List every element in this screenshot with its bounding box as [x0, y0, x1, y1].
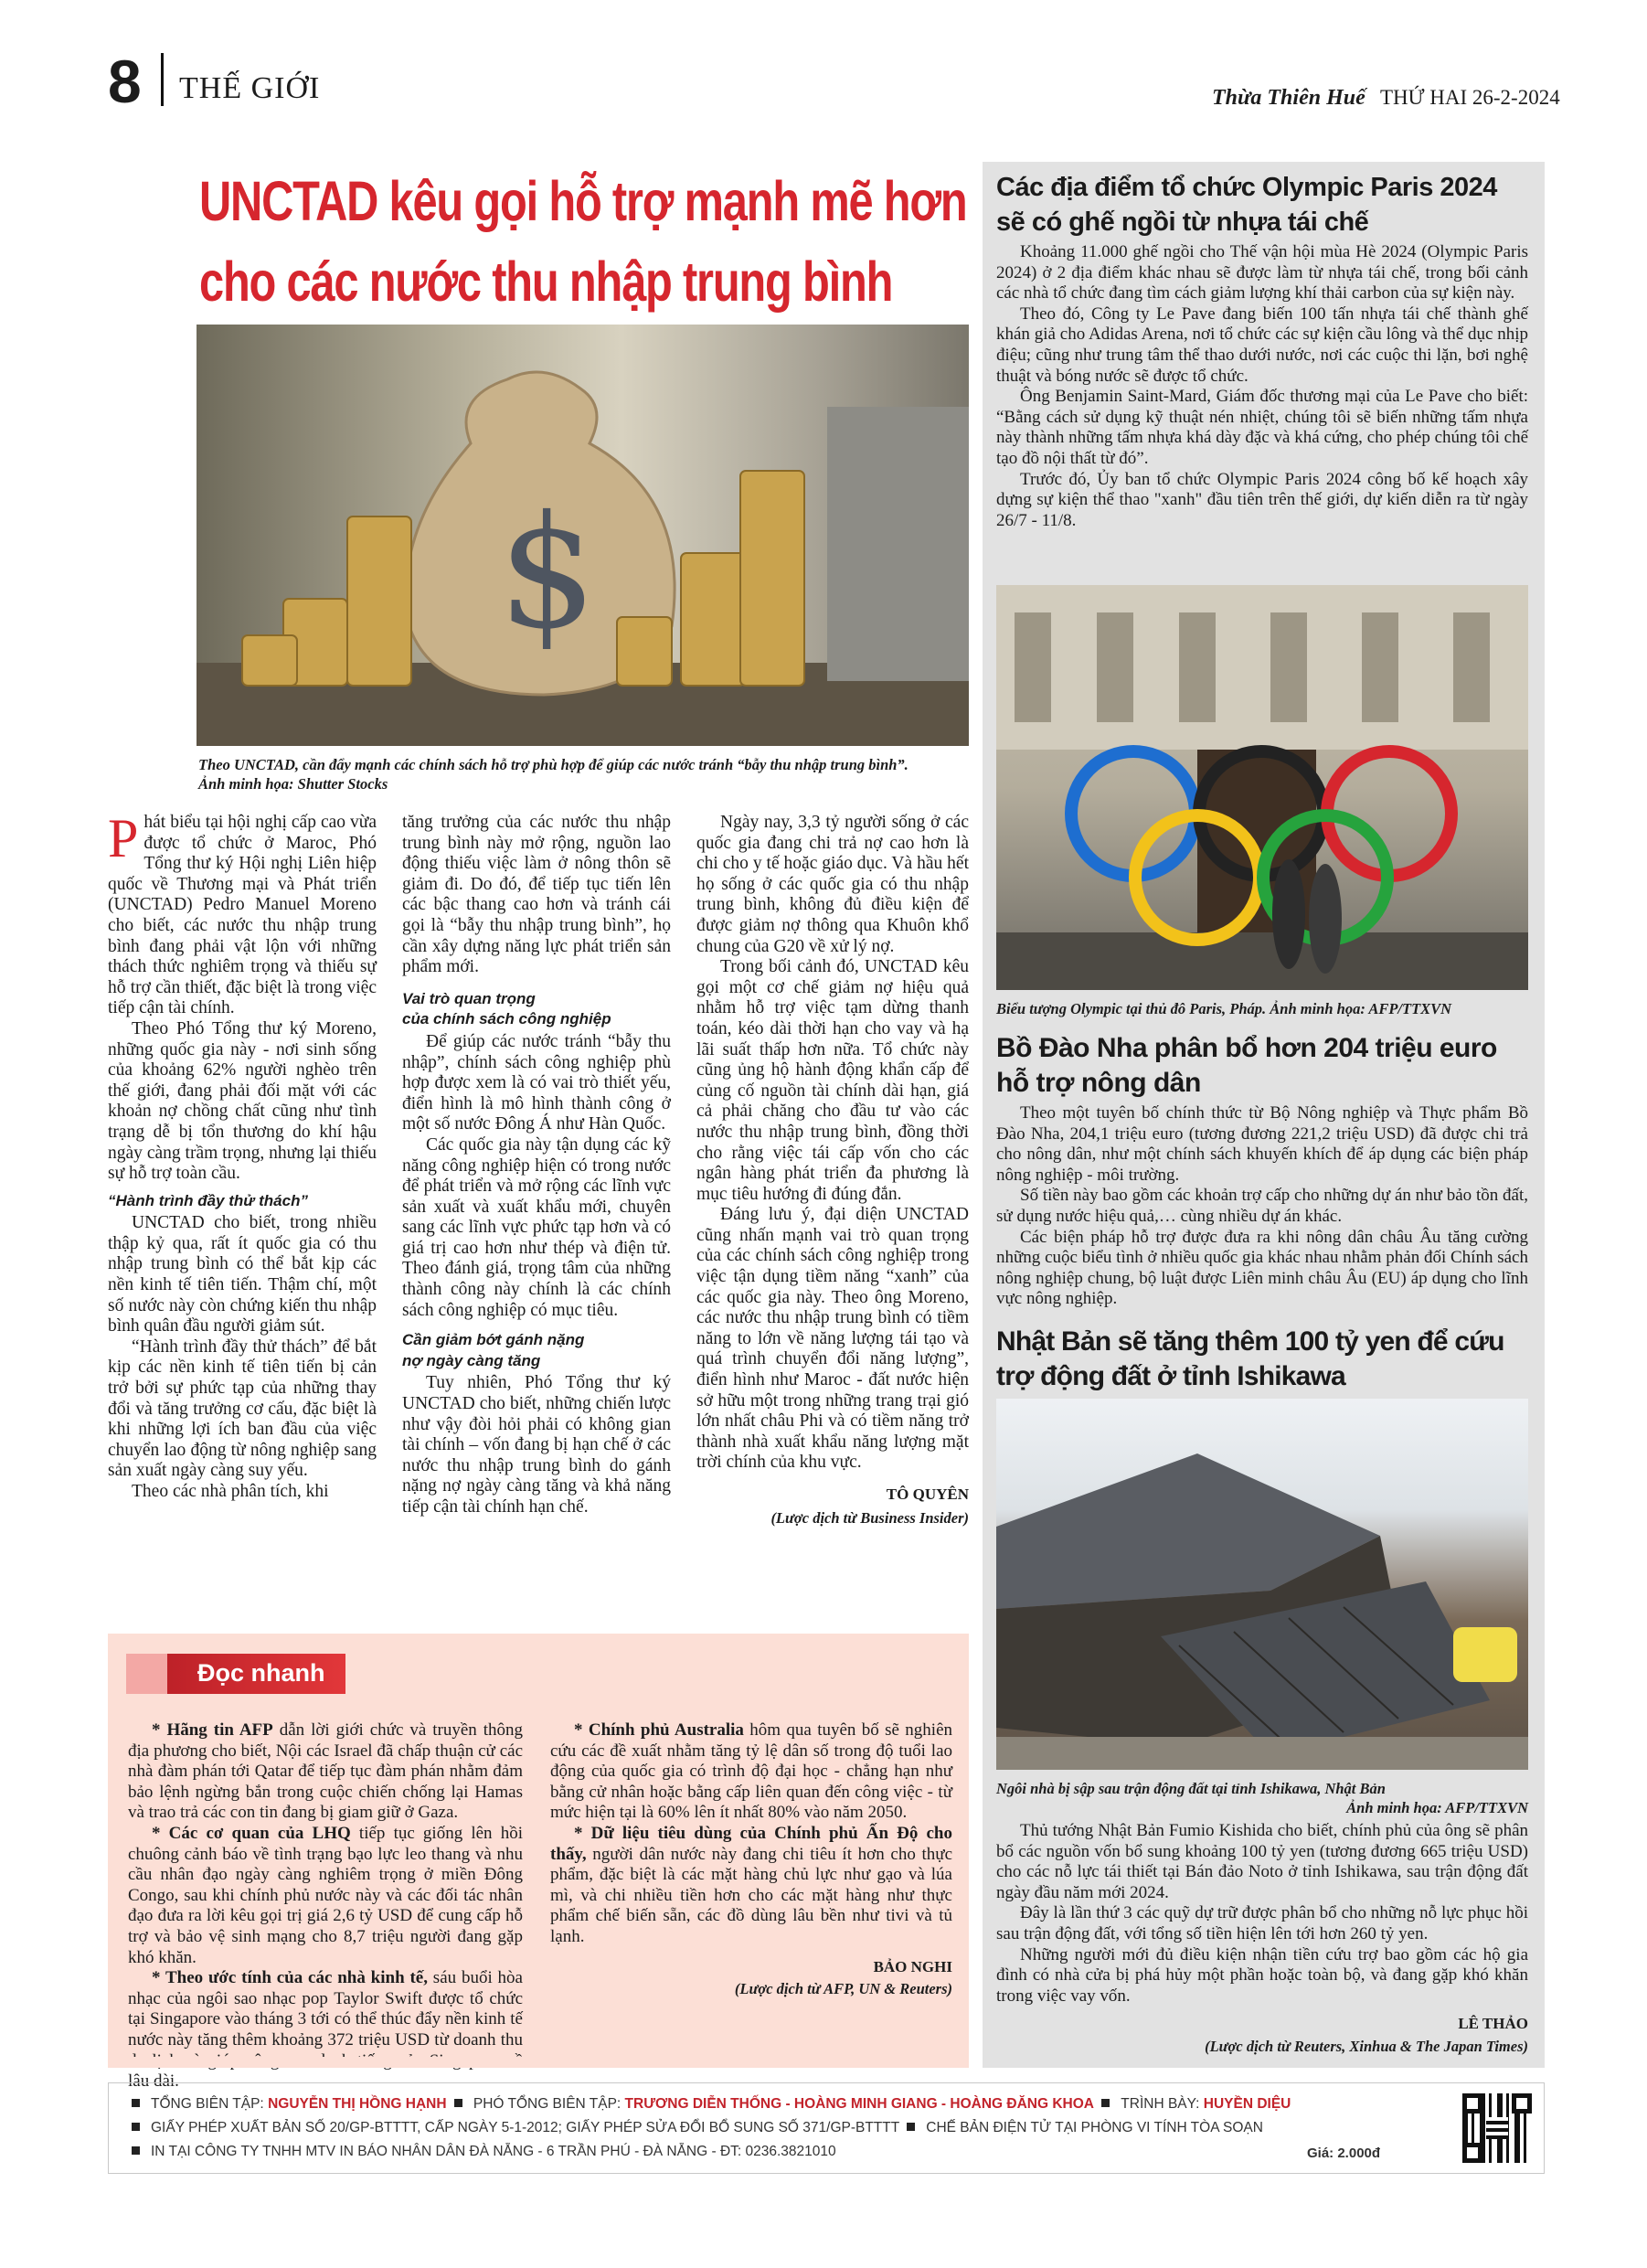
quick-read-col-1 [128, 1720, 523, 2092]
sidebar-portugal-body [996, 1103, 1528, 1310]
sidebar-olympic-body [996, 242, 1528, 531]
quick-item-un: * Các cơ quan của LHQ tiếp tục giống lên hồi chuông cảnh báo về tình trạng bạo lực leo thang và nhu cầu nhân đạo ngày càng nghiêm trọng ở miền Đông Congo, sau khi chính phủ nước này và các đối tác nhân đạo đưa ra lời kêu gọi trị giá 2,6 tỷ USD để cung cấp hỗ trợ và bảo vệ sinh mạng cho 8,7 triệu người đang gặp khó khăn. [128, 1823, 523, 1967]
subhead-line-2: của chính sách công nghiệp [402, 1010, 611, 1028]
subhead-journey: “Hành trình đầy thử thách” [108, 1191, 308, 1209]
olympic-para-3: Ông Benjamin Saint-Mard, Giám đốc thương mại của Le Pave cho biết: “Bằng cách sử dụng kỹ thuật nén nhiệt, chúng tôi sẽ biến những tấm nhựa này thành những tấm nhựa khá dày đặc và khá cứng, cho phép chúng tôi chế tạo đồ nội thất từ đó”. [996, 387, 1528, 468]
col2-para-4: Tuy nhiên, Phó Tổng thư ký UNCTAD cho biết, những chiến lược như vậy đòi hỏi phải có không gian tài chính – vốn đang bị hạn chế ở các nước thu nhập trung bình do gánh nặng nợ ngày càng tăng và khả năng tiếp cận tài chính hạn chế. [402, 1373, 671, 1517]
japan-para-1: Thủ tướng Nhật Bản Fumio Kishida cho biết, chính phủ của ông sẽ phân bổ các nguồn vốn bổ sung khoảng 100 tỷ yen (tương đương 665 triệu USD) cho các nỗ lực tái thiết tại Bán đảo Noto ở tỉnh Ishikawa, sau trận động đất ngày đầu năm mới 2024. [996, 1821, 1528, 1902]
subhead-industrial-policy [402, 989, 671, 1030]
main-source-credit: (Lược dịch từ Business Insider) [770, 1508, 969, 1527]
section-title: THẾ GIỚI [179, 71, 321, 105]
olympic-para-1: Khoảng 11.000 ghế ngồi cho Thế vận hội mùa Hè 2024 (Olympic Paris 2024) ở 2 địa điểm khác nhau sẽ được làm từ nhựa tái chế, trong bối cảnh các nhà tổ chức đang tìm cách giảm lượng khí thải carbon của sự kiện này. [996, 242, 1528, 303]
col3-para-3: Đáng lưu ý, đại diện UNCTAD cũng nhấn mạnh vai trò quan trọng của các chính sách công nghiệp trong việc tận dụng tiềm năng “xanh” của các quốc gia này. Theo ông Moreno, các nước thu nhập trung bình có tiềm năng to lớn về năng lượng tái tạo và quá trình chuyển đổi năng lượng”, điển hình như Maroc - đất nước hiện sở hữu một trong những trang trại gió lớn nhất châu Phi và có tiềm năng trở thành nhà xuất khẩu năng lượng mặt trời chính của khu vực. [696, 1205, 969, 1473]
col1-para-2: Theo Phó Tổng thư ký Moreno, những quốc gia này - nơi sinh sống của khoảng 62% người nghèo trên thế giới, đang phải đối mặt với các khoản nợ chồng chất cũng như tình trạng dễ bị tổn thương do khí hậu ngày càng trầm trọng, nhưng lại thiếu sự hỗ trợ toàn cầu. [108, 1018, 377, 1184]
col1-para-1: hát biểu tại hội nghị cấp cao vừa được tổ chức ở Maroc, Phó Tổng thư ký Hội nghị Liên hiệp quốc về Thương mại và Phát triển (UNCTAD) Pedro Manuel Moreno cho biết, các nước thu nhập trung bình đang phải vật lộn với những thách thức nghiêm trọng và thiếu sự hỗ trợ cần thiết, đặc biệt là trong việc tiếp cận tài chính. [108, 813, 377, 1018]
quick-read-col-2 [550, 1720, 952, 2000]
issue-date: THỨ HAI 26-2-2024 [1380, 86, 1560, 109]
olympic-para-2: Theo đó, Công ty Le Pave đang biến 100 tấn nhựa tái chế thành ghế khán giả cho Adidas Arena, nơi tổ chức các sự kiện cầu lông và thể dục nhịp điệu; cũng như trung tâm thể thao dưới nước, nơi các cuộc thi lặn, bơi nghệ thuật và bóng nước sẽ được tổ chức. [996, 303, 1528, 386]
page-number: 8 [108, 48, 142, 115]
collapsed-house-illustration [996, 1399, 1528, 1770]
quick-read-col-1-mask [119, 2057, 530, 2068]
main-photo-caption: Theo UNCTAD, cần đẩy mạnh các chính sách hỗ trợ phù hợp để giúp các nước tránh “bẫy thu nhập trung bình”. Ảnh minh họa: Shutter Stocks [198, 756, 909, 793]
col1-para-3: UNCTAD cho biết, trong nhiều thập kỷ qua, rất ít quốc gia có thu nhập trung bình có thể bắt kịp các nền kinh tế tiên tiến. Thậm chí, một số nước này còn chứng kiến thu nhập bình quân đầu người giảm sút. [108, 1213, 377, 1336]
sidebar-title-japan: Nhật Bản sẽ tăng thêm 100 tỷ yen để cứu trợ động đất ở tỉnh Ishikawa [996, 1326, 1504, 1391]
quick-item-india: * Dữ liệu tiêu dùng của Chính phủ Ấn Độ cho thấy, người dân nước này đang chi tiêu ít hơn cho thực phẩm, đặc biệt là các mặt hàng chủ lực như gạo và lúa mì, và chi nhiều tiền hơn cho các mặt hàng như thực phẩm chế biến sẵn, các đồ dùng lâu bền như tivi và tủ lạnh. [550, 1823, 952, 1946]
sidebar-title-portugal: Bồ Đào Nha phân bổ hơn 204 triệu euro hỗ trợ nông dân [996, 1033, 1497, 1098]
earthquake-photo-caption [996, 1779, 1528, 1817]
sidebar-japan-body [996, 1821, 1528, 2058]
quick-item-australia: * Chính phủ Australia hôm qua tuyên bố sẽ nghiên cứu các đề xuất nhằm tăng tỷ lệ dân số trong độ tuổi lao động của quốc gia có trình độ đại học - chẳng hạn như bằng cử nhân hoặc bằng cấp liên quan đến công việc - từ mức hiện tại là 60% lên ít nhất 80% vào năm 2050. [550, 1720, 952, 1823]
headline [199, 161, 967, 322]
header-divider [161, 53, 164, 106]
col3-para-2: Trong bối cảnh đó, UNCTAD kêu gọi một cơ chế giảm nợ hiệu quả nhằm hỗ trợ việc tạm dừng thanh toán, kéo dài thời hạn cho vay và hạ lãi suất thấp hơn nữa. Tổ chức này cũng ủng hộ hành động khẩn cấp để củng cố nguồn tài chính dài hạn, giá cả phải chăng cho đầu tư vào các nước thu nhập trung bình, đồng thời cho rằng việc tái cấp vốn cho các ngân hàng phát triển đa phương là mục tiêu hướng đi đúng đắn. [696, 957, 969, 1204]
headline-line-2: cho các nước thu nhập trung bình [199, 250, 893, 313]
olympic-para-4: Trước đó, Ủy ban tổ chức Olympic Paris 2024 công bố kế hoạch xây dựng sự kiện thể thao "xanh" đầu tiên trên thế giới, dự kiến diễn ra từ ngày 26/7 - 11/8. [996, 469, 1528, 530]
col1-para-4: “Hành trình đầy thử thách” để bắt kịp các nền kinh tế tiên tiến bị cản trở bởi sự phức tạp của những thay đổi và tăng trưởng cơ cấu, đặc biệt là khi những lợi ích ban đầu của việc chuyển lao động từ nông nghiệp sang sản xuất ngày càng suy yếu. [108, 1336, 377, 1481]
quick-read-byline: BẢO NGHI [873, 1957, 952, 1975]
footer-price: Giá: 2.000đ [1307, 2146, 1381, 2161]
quick-item-afp: * Hãng tin AFP dẫn lời giới chức và truyền thông địa phương cho biết, Nội các Israel đã chấp thuận cử các nhà đàm phán tới Qatar để tiếp tục đàm phán nhằm đảm bảo lệnh ngừng bắn trong cuộc chiến chống lại Hamas và trao trả các con tin đang bị giam giữ ở Gaza. [128, 1720, 523, 1823]
svg-text:$: $ [498, 483, 598, 664]
sidebar-credit: (Lược dịch từ Reuters, Xinhua & The Japan Times) [1205, 2037, 1528, 2055]
subhead-line-2: nợ ngày càng tăng [402, 1351, 541, 1369]
footer-line-3: IN TẠI CÔNG TY TNHH MTV IN BÁO NHÂN DÂN ĐÀ NẴNG - 6 TRẦN PHÚ - ĐÀ NẴNG - ĐT: 0236.3821010 [128, 2140, 1225, 2164]
quick-read-title: Đọc nhanh [197, 1659, 325, 1687]
olympic-photo-caption: Biểu tượng Olympic tại thủ đô Paris, Pháp. Ảnh minh họa: AFP/TTXVN [996, 1000, 1452, 1017]
newspaper-name: Thừa Thiên Huế [1212, 86, 1365, 110]
headline-line-1: UNCTAD kêu gọi hỗ trợ mạnh mẽ hơn [199, 170, 967, 232]
sidebar-title-olympic: Các địa điểm tổ chức Olympic Paris 2024 sẽ có ghế ngồi từ nhựa tái chế [996, 173, 1497, 237]
quick-read-credit: (Lược dịch từ AFP, UN & Reuters) [734, 1980, 952, 1998]
money-bag-photo [197, 325, 969, 746]
main-column-3 [696, 813, 969, 1528]
col1-para-5: Theo các nhà phân tích, khi [132, 1482, 329, 1501]
earthquake-photo [996, 1399, 1528, 1770]
subhead-line-1: Cần giảm bớt gánh nặng [402, 1331, 585, 1349]
subhead-line-1: Vai trò quan trọng [402, 989, 536, 1007]
subhead-debt-burden [402, 1330, 671, 1371]
main-byline: TÔ QUYÊN [886, 1485, 969, 1503]
quick-read-title-accent [126, 1654, 167, 1694]
olympic-rings-illustration [996, 585, 1528, 990]
qr-code-icon [1462, 2093, 1532, 2163]
earthquake-caption-line-2: Ảnh minh họa: AFP/TTXVN [1346, 1799, 1528, 1816]
money-bag-illustration [197, 325, 969, 746]
col2-para-3: Các quốc gia này tận dụng các kỹ năng công nghiệp hiện có trong nước để phát triển và mở rộng các lĩnh vực sản xuất và xuất khẩu mới, chuyên sang các lĩnh vực phức tạp hơn và có giá trị cao hơn như thép và điện tử. Theo đánh giá, trọng tâm của những thành công này chính là các chính sách công nghiệp có mục tiêu. [402, 1134, 671, 1320]
footer-line-2: GIẤY PHÉP XUẤT BẢN SỐ 20/GP-BTTTT, CẤP NGÀY 5-1-2012; GIẤY PHÉP SỬA ĐỔI BỔ SUNG SỐ 371/GP-BTTTT CHẾ BẢN ĐIỆN TỬ TẠI PHÒNG VI TÍNH TÒA SOẠN [128, 2116, 1444, 2140]
footer-line-1: TỔNG BIÊN TẬP: NGUYỄN THỊ HỒNG HẠNH PHÓ TỔNG BIÊN TẬP: TRƯƠNG DIỄN THỐNG - HOÀNG MINH GIANG - HOÀNG ĐĂNG KHOA TRÌNH BÀY: HUYỀN DIỆU [128, 2092, 1444, 2116]
col2-para-2: Để giúp các nước tránh “bẫy thu nhập”, chính sách công nghiệp phù hợp được xem là có vai trò thiết yếu, điển hình là mô hình thành công ở một số nước Đông Á như Hàn Quốc. [402, 1031, 671, 1134]
quick-item-taylor-swift: * Theo ước tính của các nhà kinh tế, sáu buổi hòa nhạc của ngôi sao nhạc pop Taylor Swift được tổ chức tại Singapore vào tháng 3 tới có thể thúc đẩy nền kinh tế nước này tăng thêm khoảng 372 triệu USD từ doanh thu lâu dài. [128, 1968, 523, 2092]
main-column-2 [402, 813, 671, 1518]
drop-cap: P [108, 808, 139, 868]
earthquake-caption-line-1: Ngôi nhà bị sập sau trận động đất tại tỉnh Ishikawa, Nhật Bản [996, 1780, 1386, 1797]
portugal-para-1: Theo một tuyên bố chính thức từ Bộ Nông nghiệp và Thực phẩm Bồ Đào Nha, 204,1 triệu euro (tương đương 221,2 triệu USD) đã được chi trả cho nông dân, như một chính sách khuyến khích để áp dụng các biện pháp nông nghiệp - môi trường. [996, 1103, 1528, 1185]
portugal-para-3: Các biện pháp hỗ trợ được đưa ra khi nông dân châu Âu tăng cường những cuộc biểu tình ở nhiều quốc gia khác nhau nhằm phản đối Chính sách nông nghiệp chung, bộ luật được Liên minh châu Âu (EU) áp dụng cho lĩnh vực nông nghiệp. [996, 1227, 1528, 1309]
main-column-1 [108, 808, 377, 1503]
japan-para-3: Những người mới đủ điều kiện nhận tiền cứu trợ bao gồm các hộ gia đình có nhà cửa bị phá hủy một phần hoặc toàn bộ, và đang gặp khó khăn trong việc vay vốn. [996, 1944, 1528, 2006]
japan-para-2: Đây là lần thứ 3 các quỹ dự trữ được phân bổ cho những nỗ lực phục hồi sau trận động đất, với tổng số tiền hiện lên tới hơn 260 tỷ yen. [996, 1903, 1528, 1943]
col3-para-1: Ngày nay, 3,3 tỷ người sống ở các quốc gia đang chi trả nợ cao hơn là chi cho y tế hoặc giáo dục. Và hầu hết họ sống ở các quốc gia có thu nhập trung bình, không đủ điều kiện để được giảm nợ thông qua Khuôn khổ chung của G20 về xử lý nợ. [696, 813, 969, 956]
olympic-rings-photo [996, 585, 1528, 990]
sidebar-byline: LÊ THẢO [1458, 2015, 1528, 2033]
portugal-para-2: Số tiền này bao gồm các khoản trợ cấp cho những dự án như bảo tồn đất, sử dụng nước hiệu quả,… cùng nhiều dự án khác. [996, 1186, 1528, 1226]
quick-read-title-bar [126, 1654, 345, 1694]
col2-para-1: tăng trưởng của các nước thu nhập trung bình này mở rộng, nguồn lao động thiếu việc làm ở nông thôn sẽ giảm đi. Do đó, để tiếp tục tiến lên các bậc thang cao hơn và tránh cái gọi là “bẫy thu nhập trung bình”, họ cần xây dựng năng lực phát triển sản phẩm mới. [402, 813, 671, 977]
